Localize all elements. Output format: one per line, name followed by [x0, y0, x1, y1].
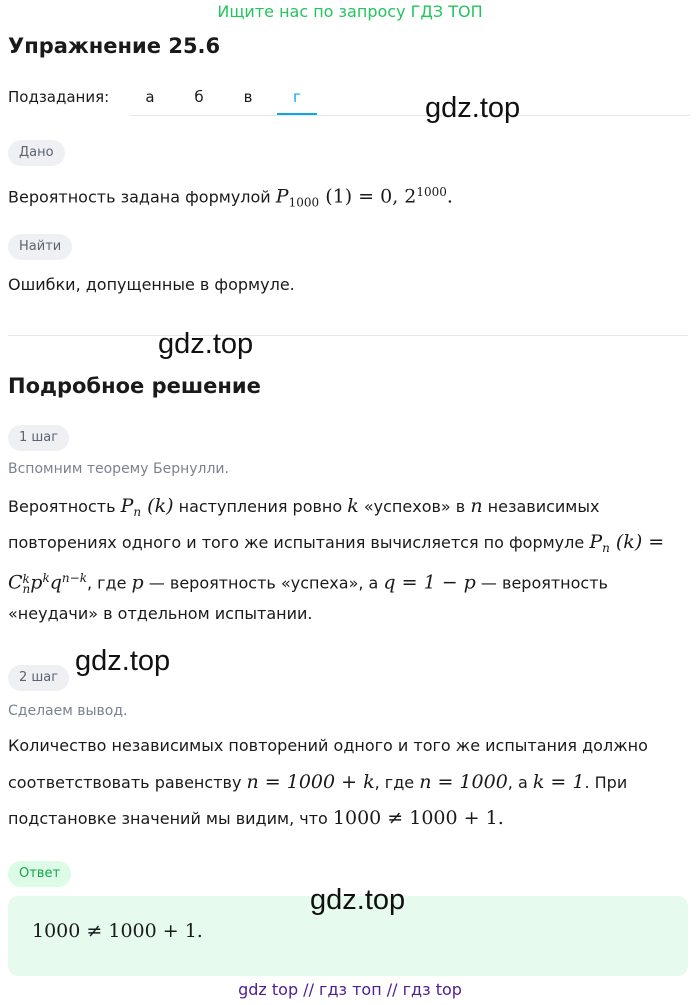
step1-line1: Вероятность $P_n$ (k) наступления ровно k «успехов» в n независимых — [8, 495, 600, 520]
solution-title: Подробное решение — [8, 374, 261, 398]
footer: gdz top // гдз топ // гдз top — [238, 980, 462, 999]
tab-v[interactable]: в — [243, 88, 253, 106]
step1-line2: повторениях одного и того же испытания вычисляется по формуле $P_n$ (k) = — [8, 531, 665, 556]
tab-b[interactable]: б — [194, 88, 204, 106]
step2-line2: соответствовать равенству n = 1000 + k, где n = 1000, а k = 1. При — [8, 771, 628, 793]
watermark: gdz.top — [310, 884, 406, 916]
step2-line1: Количество независимых повторений одного и того же испытания должно — [8, 736, 648, 755]
step1-chip: 1 шаг — [8, 425, 69, 451]
answer-text: 1000 ≠ 1000 + 1. — [32, 920, 203, 942]
step1-hint: Вспомним теорему Бернулли. — [8, 461, 229, 477]
tab-g[interactable]: г — [293, 88, 301, 106]
page-title: Упражнение 25.6 — [8, 34, 221, 58]
watermark: gdz.top — [158, 328, 254, 360]
tab-a[interactable]: а — [145, 88, 155, 106]
step2-chip: 2 шаг — [8, 665, 69, 691]
active-tab-indicator — [277, 113, 317, 115]
answer-chip: Ответ — [8, 861, 71, 887]
subtasks-label: Подзадания: — [8, 88, 110, 106]
section-divider — [8, 335, 688, 336]
step2-line3: подстановке значений мы видим, что 1000 ≠ 1000 + 1. — [8, 807, 504, 829]
watermark: gdz.top — [425, 92, 521, 124]
watermark: gdz.top — [75, 645, 171, 677]
given-chip: Дано — [8, 140, 65, 166]
find-text: Ошибки, допущенные в формуле. — [8, 275, 295, 294]
step2-hint: Сделаем вывод. — [8, 703, 128, 719]
top-banner: Ищите нас по запросу ГДЗ ТОП — [217, 2, 483, 21]
tabs-divider — [130, 115, 690, 116]
subtasks-tabs — [8, 86, 688, 116]
step1-line4: «неудачи» в отдельном испытании. — [8, 604, 313, 623]
find-chip: Найти — [8, 234, 72, 260]
step1-line3: C k n $p^kq^{n-k}$, где p — вероятность «успеха», а q = 1 − p — вероятность — [8, 571, 608, 596]
given-text: Вероятность задана формулой $P_{1000}$ (1) = 0, $2^{1000}$. — [8, 185, 453, 210]
